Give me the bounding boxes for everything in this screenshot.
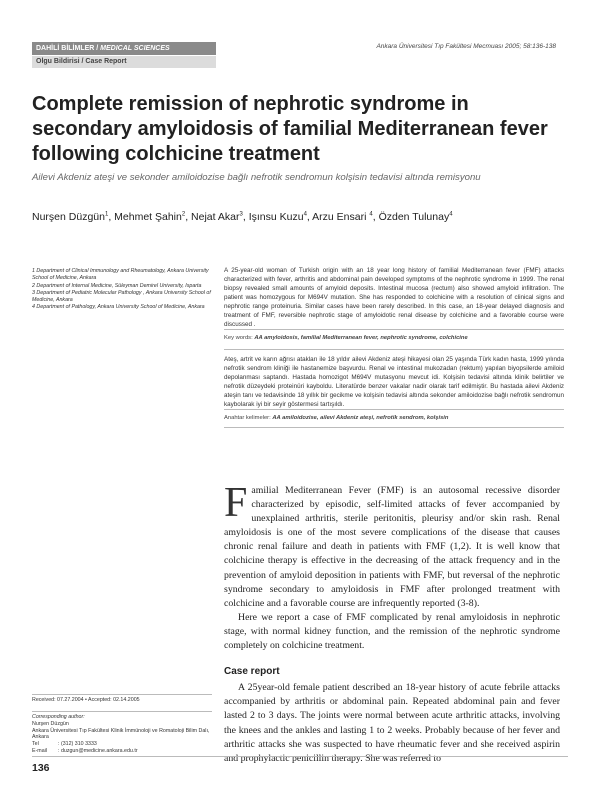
anahtar-kelimeler: Anahtar kelimeler: AA amiloidozise, ailevi Akdeniz ateşi, nefrotik sendrom, kolşisin <box>224 409 564 428</box>
author: Nurşen Düzgün$^1$, <box>32 211 115 223</box>
intro-paragraph: Familial Mediterranean Fever (FMF) is an autosomal recessive disorder characterized by episodic, self-limited attacks of fever accompanied by unexplained arthritis, sterile peritonitis, pleurisy and/or skin rash. Renal amyloidosis is one of the most severe complications of the disease that causes chronic renal failure and death in patients with FMF (1,2). It is well know that colchicine therapy is effective in the decreasing of the attack frequency and in the prevention of amyloid deposition in patients with FMF, but reversal of the nephrotic syndrome secondary to amyloidosis in FMF after prolonged treatment with colchicine and a favorable course are infrequently reported (3-8). <box>224 480 560 609</box>
intro-paragraph-2: Here we report a case of FMF complicated by renal amyloidosis in nephrotic stage, with normal kidney function, and the remission of the nephrotic syndrome completely on colchicine treatment. <box>224 611 560 652</box>
keywords: Key words: AA amyloidosis, familial Mediterranean fever, nephrotic syndrome, colchicine <box>224 329 564 343</box>
main-body <box>224 480 560 766</box>
section-tag <box>32 42 216 55</box>
article-subtitle: Ailevi Akdeniz ateşi ve sekonder amiloidozise bağlı nefrotik sendromun kolşisin tedavisi altında remisyonu <box>32 172 481 183</box>
case-report-heading: Case report <box>224 666 280 678</box>
affiliation: 1 Department of Clinical Immunology and Rheumatology, Ankara University School of Medicine, Ankara <box>32 268 209 282</box>
corr-address: Ankara Üniversitesi Tıp Fakültesi Klinik İmmünoloji ve Romatoloji Bilim Dalı, Ankara <box>32 727 210 741</box>
author: Mehmet Şahin$^2$, <box>114 211 192 223</box>
affiliations <box>32 268 212 312</box>
section-tag-bold: DAHİLİ BİLİMLER / <box>36 45 99 52</box>
author-list <box>32 211 572 223</box>
footer-divider <box>32 756 568 757</box>
page-number: 136 <box>32 762 50 774</box>
corresponding-author <box>32 711 212 755</box>
journal-reference: Ankara Üniversitesi Tıp Fakültesi Mecmuası 2005; 58:136-138 <box>376 43 556 50</box>
abstract-section <box>224 266 564 428</box>
corr-name: Nurşen Düzgün <box>32 720 69 727</box>
corr-email: E-mail : duzgun@medicine.ankara.edu.tr <box>32 747 138 754</box>
received-dates: Received: 07.27.2004 • Accepted: 02.14.2005 <box>32 694 212 703</box>
article-type: Olgu Bildirisi / Case Report <box>32 56 216 68</box>
ozet-text: Ateş, artrit ve karın ağrısı atakları ile 18 yıldır ailevi Akdeniz ateşi hikayesi olan 25 yaşında Türk kadın hasta, 1999 yılında nefrotik sendrom kliniği ile hastanemize başvurdu. Renal ve intestinal mukozadan (rektum) yapılan biyopsilerde amiloid depolanması saptandı. Hastada homozigot M694V mutasyonu mevcut idi. Kolşisin tedavisi altında klinik belirtiler ve nefrotik düzeydeki proteinüri kayboldu. Literatürde benzer vakalar nadir olarak tarif edilmiştir. Bu hastada ailevi Akdeniz ateşin tanı ve tedavisinde 18 yıllık bir gecikme ve kolşisin tedavisi altında sekonder amiloidozise bağlı nefrotik sendromun kaybolarak iyi bir seyir göstermesi tartışıldı. <box>224 349 564 409</box>
author: Arzu Ensari $^4$, <box>312 211 379 223</box>
affiliation: 2 Department of Internal Medicine, Süleyman Demirel University, Isparta <box>32 282 202 289</box>
author: Nejat Akar$^3$, <box>191 211 249 223</box>
abstract-text: A 25-year-old woman of Turkish origin with an 18 year long history of familial Mediterranean fever (FMF) attacks characterized with fever, arthritis and abdominal pain developed symptoms of the nephrotic syndrome in 1999. The renal biopsy revealed small amounts of amyloid deposits. Intestinal mucosa (rectum) also showed amyloid infiltration. The patient was homozygous for M694V mutation. She has responded to colchicine with a resolution of clinical signs and nephrotic range proteinuria. Similar cases have been rarely described. In this case, an 18-year delayed diagnosis and treatment of FMF, reversible nephrotic stage of amyloidotic renal disease by colchicine and a favorable course were discussed . <box>224 267 564 328</box>
case-paragraph: A 25year-old female patient described an 18-year history of acute febrile attacks accompanied by arthritis or abdominal pain. Repeated abdominal pain and fever lasted 2 to 3 days. The joints were normal between acute arthritic attacks, involving the knees and the ankles and lasting 1 to 2 weeks. Probably because of her fever and arthritic attacks she was suspected to have rheumatic fever and she received aspirin and prophylactic penicillin therapy. She was referred to <box>224 682 560 764</box>
affiliation: 3 Department of Pediatric Molecular Pathology , Ankara University School of Medicine, Ankara <box>32 289 211 304</box>
author: Özden Tulunay$^4$ <box>378 211 453 223</box>
corr-label: Corresponding author: <box>32 714 85 720</box>
corr-tel: Tel : (312) 310 3333 <box>32 741 97 748</box>
author: Işınsu Kuzu$^4$, <box>248 211 313 223</box>
article-title: Complete remission of nephrotic syndrome in secondary amyloidosis of familial Mediterranean fever following colchicine treatment <box>32 93 548 165</box>
affiliation: 4 Department of Pathology, Ankara University School of Medicine, Ankara <box>32 304 205 311</box>
section-tag-italic: MEDICAL SCIENCES <box>100 45 170 52</box>
drop-cap: F <box>224 480 248 526</box>
